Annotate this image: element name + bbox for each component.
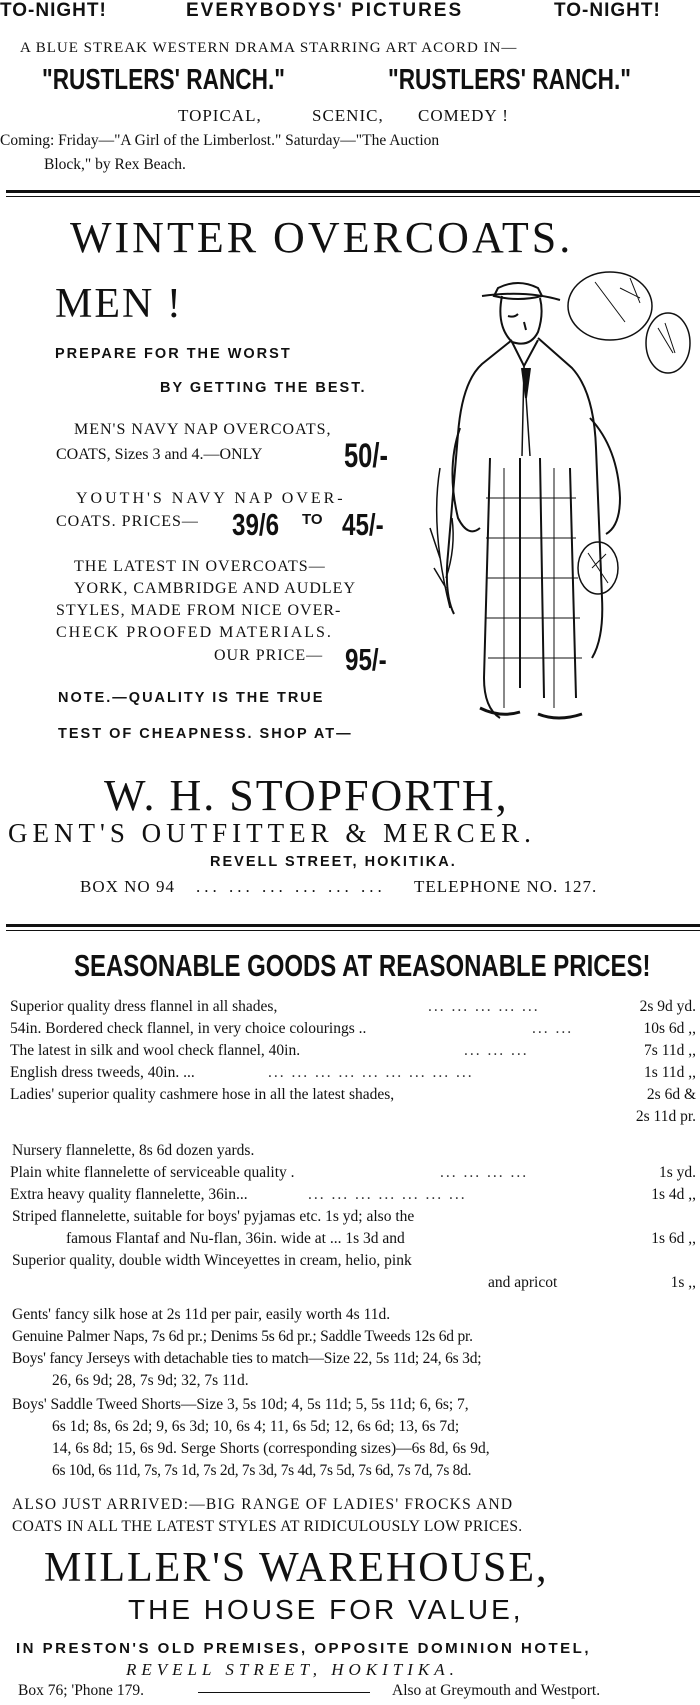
winceyette-line1: Superior quality, double width Winceyettes in cream, helio, pink: [12, 1252, 412, 1269]
price-row: [10, 1086, 696, 1108]
leader-dots: ... ... ... ... ... ... ...: [308, 1186, 467, 1203]
also-arrived-line2: COATS IN ALL THE LATEST STYLES AT RIDICULOUSLY LOW PRICES.: [12, 1518, 523, 1535]
stopforth-trade: GENT'S OUTFITTER & MERCER.: [8, 818, 536, 848]
leader-dots: ... ... ... ...: [440, 1164, 529, 1181]
stopforth-latest-price: 95/-: [345, 642, 387, 677]
hose-second-price: 2s 11d pr.: [635, 1108, 696, 1125]
stopforth-leader-dots: ... ... ... ... ... ...: [196, 877, 386, 896]
millers-premises: IN PRESTON'S OLD PREMISES, OPPOSITE DOMINION HOTEL,: [16, 1640, 592, 1657]
cinema-genre-scenic: SCENIC,: [312, 106, 384, 125]
stopforth-youth-line1: YOUTH'S NAVY NAP OVER-: [76, 490, 346, 507]
shorts-line1: Boys' Saddle Tweed Shorts—Size 3, 5s 10d; 4, 5s 11d; 5, 5s 11d; 6, 6s; 7,: [12, 1396, 469, 1413]
cinema-coming-line1: Coming: Friday—"A Girl of the Limberlost." Saturday—"The Auction: [0, 132, 440, 149]
price-row: [10, 1186, 696, 1208]
price-row: [10, 1064, 696, 1086]
price-row-price: 2s 9d yd.: [639, 998, 696, 1015]
stopforth-getting: BY GETTING THE BEST.: [160, 380, 367, 396]
leader-dots: ... ... ... ... ... ... ... ... ...: [268, 1064, 474, 1081]
price-row-price: 10s 6d ,,: [643, 1020, 696, 1037]
price-row-price: 1s yd.: [658, 1164, 696, 1181]
price-row: [10, 1042, 696, 1064]
divider-double-top: [6, 190, 700, 193]
price-row-text: Superior quality dress flannel in all shades,: [10, 998, 278, 1015]
price-row: [10, 1230, 696, 1252]
stopforth-note-line1: NOTE.—QUALITY IS THE TRUE: [58, 690, 325, 706]
price-row-text: Extra heavy quality flannelette, 36in...: [10, 1186, 248, 1203]
divider-double-bottom: [6, 196, 700, 197]
stopforth-youth-price-to: 45/-: [342, 507, 384, 542]
cinema-genre-topical: TOPICAL,: [178, 106, 262, 125]
price-row: [10, 1274, 696, 1296]
striped-line1: Striped flannelette, suitable for boys' pyjamas etc. 1s yd; also the: [12, 1208, 415, 1225]
jerseys-line2: 26, 6s 9d; 28, 7s 9d; 32, 7s 11d.: [52, 1372, 249, 1389]
price-row-price: 2s 6d &: [646, 1086, 696, 1103]
price-row-text: Ladies' superior quality cashmere hose in all the latest shades,: [10, 1086, 395, 1103]
millers-street: REVELL STREET, HOKITIKA.: [126, 1660, 459, 1679]
price-row: [10, 1020, 696, 1042]
gents-hose: Gents' fancy silk hose at 2s 11d per pair, easily worth 4s 11d.: [12, 1306, 391, 1323]
divider-double-2-bottom: [6, 930, 700, 931]
stopforth-prepare: PREPARE FOR THE WORST: [55, 346, 292, 362]
divider-double-2-top: [6, 924, 700, 927]
stopforth-youth-to: TO: [302, 511, 323, 528]
stopforth-latest-line5: OUR PRICE—: [214, 647, 324, 664]
cinema-title-right: "RUSTLERS' RANCH.": [388, 64, 631, 96]
stopforth-navy-line1: MEN'S NAVY NAP OVERCOATS,: [74, 421, 332, 438]
cinema-title-left: "RUSTLERS' RANCH.": [42, 64, 285, 96]
cinema-genre-comedy: COMEDY !: [418, 106, 509, 125]
nursery-flannelette: Nursery flannelette, 8s 6d dozen yards.: [12, 1142, 255, 1159]
millers-heading: SEASONABLE GOODS AT REASONABLE PRICES!: [74, 948, 651, 983]
millers-also-at: Also at Greymouth and Westport.: [392, 1682, 601, 1699]
stopforth-men: MEN !: [55, 281, 183, 327]
millers-box: Box 76; 'Phone 179.: [18, 1682, 144, 1699]
price-row-price: 1s 6d ,,: [651, 1230, 696, 1247]
shorts-line4: 6s 10d, 6s 11d, 7s, 7s 1d, 7s 2d, 7s 3d, 7s 4d, 7s 5d, 7s 6d, 7s 7d, 7s 8d.: [52, 1462, 472, 1479]
price-row-text: and apricot: [488, 1274, 558, 1291]
price-row-text: 54in. Bordered check flannel, in very choice colourings ..: [10, 1020, 367, 1037]
price-row-text: The latest in silk and wool check flannel, 40in.: [10, 1042, 301, 1059]
stopforth-navy-line2: COATS, Sizes 3 and 4.—ONLY: [56, 446, 263, 463]
shorts-line3: 14, 6s 8d; 15, 6s 9d. Serge Shorts (corresponding sizes)—6s 8d, 6s 9d,: [52, 1440, 490, 1457]
stopforth-heading: WINTER OVERCOATS.: [70, 213, 574, 262]
stopforth-street: REVELL STREET, HOKITIKA.: [210, 854, 457, 870]
cinema-banner-left: TO-NIGHT!: [0, 0, 107, 21]
stopforth-note-line2: TEST OF CHEAPNESS. SHOP AT—: [58, 726, 353, 742]
stopforth-box: BOX NO 94: [80, 877, 175, 896]
jerseys-line1: Boys' fancy Jerseys with detachable ties to match—Size 22, 5s 11d; 24, 6s 3d;: [12, 1350, 482, 1367]
stopforth-youth-price-from: 39/6: [232, 507, 280, 542]
millers-footer-rule: [198, 1692, 370, 1693]
price-row: [10, 998, 696, 1020]
price-row-price: 1s ,,: [670, 1274, 696, 1291]
stopforth-telephone: TELEPHONE NO. 127.: [414, 877, 598, 896]
shorts-line2: 6s 1d; 8s, 6s 2d; 9, 6s 3d; 10, 6s 4; 11, 6s 5d; 12, 6s 6d; 13, 6s 7d;: [52, 1418, 460, 1435]
leader-dots: ... ... ...: [464, 1042, 529, 1059]
man-in-overcoat-illustration: [420, 268, 695, 738]
leader-dots: ... ... ... ... ...: [428, 998, 540, 1015]
stopforth-latest-line1: THE LATEST IN OVERCOATS—: [74, 558, 326, 575]
price-row-text: Plain white flannelette of serviceable quality .: [10, 1164, 295, 1181]
millers-name: MILLER'S WAREHOUSE,: [44, 1545, 549, 1591]
price-row-price: 1s 11d ,,: [644, 1064, 696, 1081]
stopforth-name: W. H. STOPFORTH,: [104, 771, 509, 820]
stopforth-latest-line2: YORK, CAMBRIDGE AND AUDLEY: [74, 580, 357, 597]
price-row-price: 1s 4d ,,: [651, 1186, 696, 1203]
palmer-naps: Genuine Palmer Naps, 7s 6d pr.; Denims 5s 6d pr.; Saddle Tweeds 12s 6d pr.: [12, 1328, 473, 1345]
cinema-banner-center: EVERYBODYS' PICTURES: [186, 0, 464, 21]
stopforth-latest-line3: STYLES, MADE FROM NICE OVER-: [56, 602, 342, 619]
stopforth-navy-price: 50/-: [344, 437, 388, 475]
cinema-intro: A BLUE STREAK WESTERN DRAMA STARRING ART ACORD IN—: [20, 40, 518, 56]
millers-tagline: THE HOUSE FOR VALUE,: [128, 1594, 524, 1625]
price-row: [10, 1164, 696, 1186]
also-arrived-line1: ALSO JUST ARRIVED:—BIG RANGE OF LADIES' FROCKS AND: [12, 1496, 514, 1513]
leader-dots: ... ...: [532, 1020, 574, 1037]
cinema-banner-right: TO-NIGHT!: [554, 0, 661, 21]
price-row-text: famous Flantaf and Nu-flan, 36in. wide at ... 1s 3d and: [66, 1230, 405, 1247]
stopforth-youth-line2: COATS. PRICES—: [56, 513, 199, 530]
cinema-coming-line2: Block," by Rex Beach.: [44, 156, 186, 173]
stopforth-latest-line4: CHECK PROOFED MATERIALS.: [56, 624, 333, 641]
price-row-text: English dress tweeds, 40in. ...: [10, 1064, 195, 1081]
price-row-price: 7s 11d ,,: [644, 1042, 696, 1059]
